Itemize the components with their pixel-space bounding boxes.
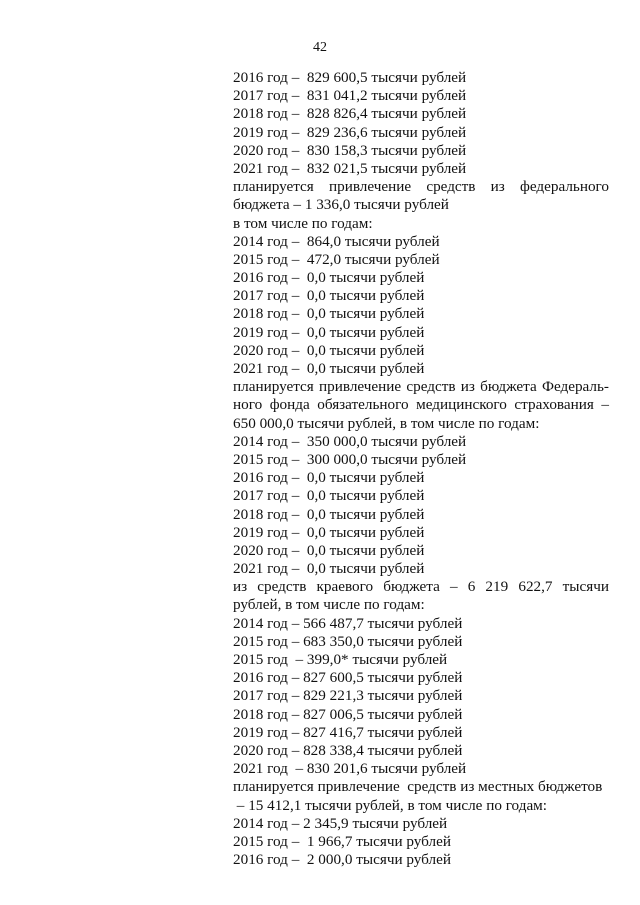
text-line: 2015 год – 472,0 тысячи рублей bbox=[233, 250, 440, 268]
text-line: 2018 год – 0,0 тысячи рублей bbox=[233, 505, 425, 523]
text-line: планируется привлечение средств из бюджета Федераль- bbox=[233, 378, 609, 396]
text-line: 2020 год – 0,0 тысячи рублей bbox=[233, 341, 425, 359]
text-line: 2015 год – 300 000,0 тысячи рублей bbox=[233, 450, 467, 468]
text-line: 2020 год – 828 338,4 тысячи рублей bbox=[233, 741, 463, 759]
text-line: 2019 год – 827 416,7 тысячи рублей bbox=[233, 723, 463, 741]
text-line: 2015 год – 1 966,7 тысячи рублей bbox=[233, 832, 451, 850]
text-line: 2021 год – 0,0 тысячи рублей bbox=[233, 560, 425, 578]
text-line: 2018 год – 0,0 тысячи рублей bbox=[233, 305, 425, 323]
text-line: 2015 год – 683 350,0 тысячи рублей bbox=[233, 632, 463, 650]
text-line: 2021 год – 0,0 тысячи рублей bbox=[233, 360, 425, 377]
text-line: 2017 год – 831 041,2 тысячи рублей bbox=[233, 87, 467, 105]
text-line: 2015 год – 399,0* тысячи рублей bbox=[233, 651, 448, 668]
text-line: 2017 год – 0,0 тысячи рублей bbox=[233, 487, 425, 505]
text-line: 2021 год – 832 021,5 тысячи рублей bbox=[233, 159, 467, 177]
text-line: 2020 год – 830 158,3 тысячи рублей bbox=[233, 141, 467, 159]
text-line: 2014 год – 2 345,9 тысячи рублей bbox=[233, 814, 448, 832]
text-line: из средств краевого бюджета – 6 219 622,7 тысячи bbox=[233, 578, 609, 596]
page-number: 42 bbox=[313, 40, 327, 55]
text-line: 650 000,0 тысячи рублей, в том числе по годам: bbox=[233, 414, 540, 432]
text-line: 2016 год – 2 000,0 тысячи рублей bbox=[233, 851, 451, 869]
document-body bbox=[233, 69, 609, 869]
text-line: в том числе по годам: bbox=[233, 214, 373, 232]
text-line: планируется привлечение средств из местных бюджетов bbox=[233, 778, 603, 796]
text-line: 2020 год – 0,0 тысячи рублей bbox=[233, 541, 425, 559]
text-line: 2021 год – 830 201,6 тысячи рублей bbox=[233, 760, 467, 778]
text-line: бюджета – 1 336,0 тысячи рублей bbox=[233, 196, 449, 214]
text-line: 2017 год – 0,0 тысячи рублей bbox=[233, 287, 425, 305]
text-line: рублей, в том числе по годам: bbox=[233, 596, 425, 614]
text-line: 2018 год – 827 006,5 тысячи рублей bbox=[233, 705, 463, 723]
text-line: 2016 год – 829 600,5 тысячи рублей bbox=[233, 69, 467, 86]
text-line: 2019 год – 0,0 тысячи рублей bbox=[233, 323, 425, 341]
text-line: планируется привлечение средств из федерального bbox=[233, 178, 609, 196]
text-line: 2019 год – 0,0 тысячи рублей bbox=[233, 523, 425, 541]
text-line: 2016 год – 0,0 тысячи рублей bbox=[233, 469, 425, 487]
text-line: ного фонда обязательного медицинского страхования – bbox=[233, 396, 609, 414]
text-line: 2016 год – 827 600,5 тысячи рублей bbox=[233, 669, 463, 687]
text-line: 2016 год – 0,0 тысячи рублей bbox=[233, 269, 425, 287]
text-line: 2017 год – 829 221,3 тысячи рублей bbox=[233, 687, 463, 705]
text-line: 2019 год – 829 236,6 тысячи рублей bbox=[233, 123, 467, 141]
text-line: – 15 412,1 тысячи рублей, в том числе по годам: bbox=[233, 796, 548, 814]
text-line: 2018 год – 828 826,4 тысячи рублей bbox=[233, 105, 467, 123]
text-line: 2014 год – 350 000,0 тысячи рублей bbox=[233, 432, 467, 450]
text-line: 2014 год – 566 487,7 тысячи рублей bbox=[233, 614, 463, 632]
text-line: 2014 год – 864,0 тысячи рублей bbox=[233, 232, 440, 250]
